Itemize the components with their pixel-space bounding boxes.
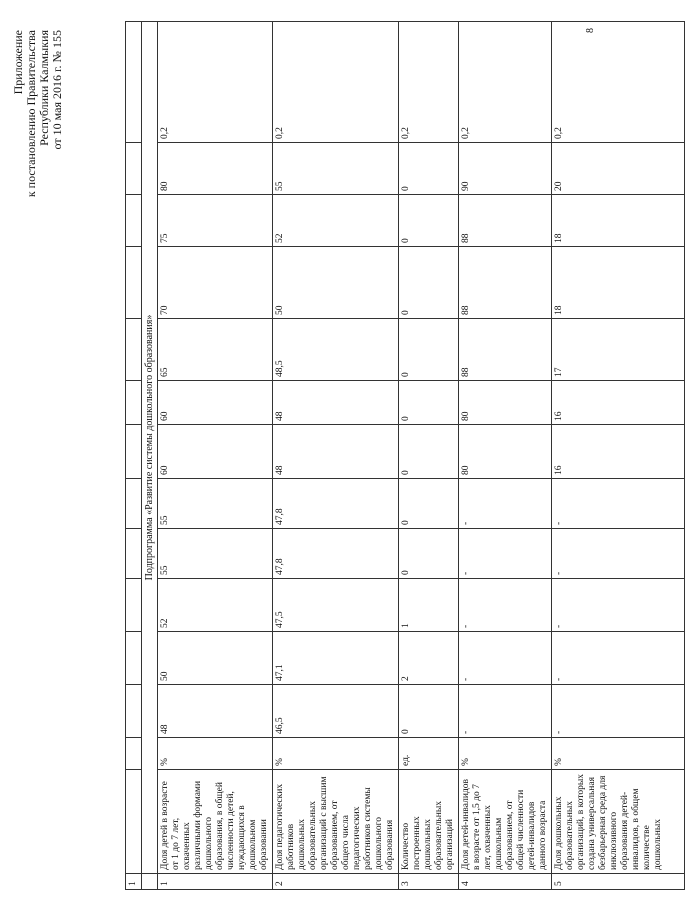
subprogram-title: Подпрограмма «Развитие системы дошкольного образования» [142, 22, 158, 874]
indicator-name: Доля детей в возрасте от 1 до 7 лет, охваченных различными формами дошкольного образования, в общей численности детей, нуждающихся в дошкольном образовании [158, 770, 273, 874]
header-line-4: от 10 мая 2016 г. № 155 [50, 30, 64, 150]
header-row-number: 1 [126, 874, 142, 890]
table-header-row [126, 22, 142, 890]
unit: % [158, 738, 273, 770]
header-line-3: Республики Калмыкия [37, 30, 51, 146]
appendix-header [12, 30, 64, 350]
unit: ед. [399, 738, 459, 770]
page-number: 8 [585, 28, 596, 33]
indicator-name: Доля детей-инвалидов в возрасте от 1,5 до 7 лет, охваченных дошкольным образованием, от общей численности детей-инвалидов данного возраста [459, 770, 552, 874]
unit: % [273, 738, 399, 770]
indicator-name: Доля педагогических работников дошкольных образовательных организаций с высшим образованием, от общего числа педагогических работников системы дошкольного образования [273, 770, 399, 874]
subprogram-title-row [142, 22, 158, 890]
table-row: 1 Доля детей в возрасте от 1 до 7 лет, охваченных различными формами дошкольного образования, в общей численности детей, нуждающихся в дошкольном образовании % 48 50 52 55 55 60 60 65 70 75 80 0,2 [158, 22, 273, 890]
header-line-2: к постановлению Правительства [24, 30, 38, 198]
table-row: 3 Количество построенных дошкольных образовательных организаций ед. 0 2 1 0 0 0 0 0 0 0 0 0,2 [399, 22, 459, 890]
table-row: 2 Доля педагогических работников дошкольных образовательных организаций с высшим образованием, от общего числа педагогических работников системы дошкольного образования % 46,5 47,1 47,5 47,8 47,8 48 48 48,5 50 52 55 0,2 [273, 22, 399, 890]
indicators-table [125, 21, 685, 890]
header-line-1: Приложение [11, 30, 25, 95]
table-row: 5 Доля дошкольных образовательных организаций, в которых создана универсальная безбарьерная среда для инклюзивного образования детей-инвалидов, в общем количестве дошкольных % - - - - - 16 16 17 18 18 20 0,2 [552, 22, 685, 890]
table-row: 4 Доля детей-инвалидов в возрасте от 1,5 до 7 лет, охваченных дошкольным образованием, от общей численности детей-инвалидов данного возраста % - - - - - 80 80 88 88 88 90 0,2 [459, 22, 552, 890]
indicator-name: Доля дошкольных образовательных организаций, в которых создана универсальная безбарьерная среда для инклюзивного образования детей-инвалидов, в общем количестве дошкольных [552, 770, 685, 874]
indicator-name: Количество построенных дошкольных образовательных организаций [399, 770, 459, 874]
unit: % [552, 738, 685, 770]
unit: % [459, 738, 552, 770]
